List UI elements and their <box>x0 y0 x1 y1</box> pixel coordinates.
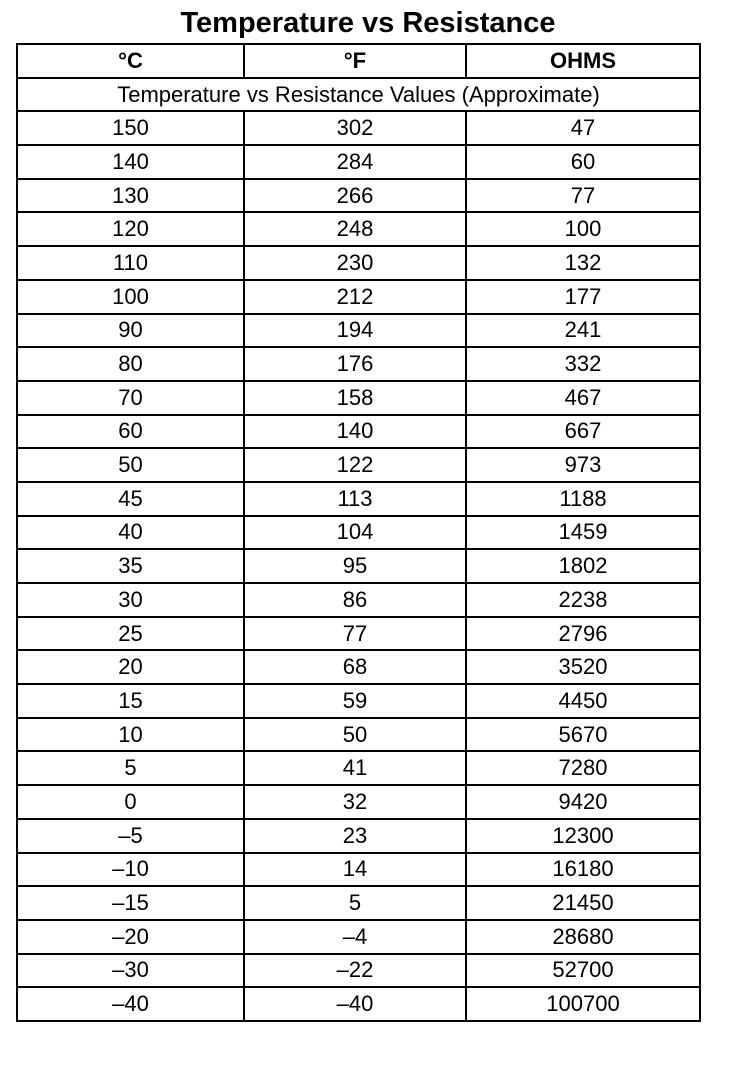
fahrenheit-cell: –22 <box>244 954 466 988</box>
table-row <box>17 280 700 314</box>
celsius-cell: 20 <box>17 650 244 684</box>
fahrenheit-cell: 302 <box>244 111 466 145</box>
header-ohms: OHMS <box>466 44 700 78</box>
ohms-cell: 60 <box>466 145 700 179</box>
fahrenheit-cell: 14 <box>244 853 466 887</box>
fahrenheit-cell: 23 <box>244 819 466 853</box>
table-row <box>17 886 700 920</box>
table-row <box>17 482 700 516</box>
fahrenheit-cell: –40 <box>244 987 466 1021</box>
header-row <box>17 44 700 78</box>
fahrenheit-cell: 104 <box>244 516 466 550</box>
celsius-cell: 50 <box>17 448 244 482</box>
ohms-cell: 5670 <box>466 718 700 752</box>
celsius-cell: 120 <box>17 212 244 246</box>
celsius-cell: 25 <box>17 617 244 651</box>
fahrenheit-cell: –4 <box>244 920 466 954</box>
fahrenheit-cell: 77 <box>244 617 466 651</box>
ohms-cell: 177 <box>466 280 700 314</box>
fahrenheit-cell: 113 <box>244 482 466 516</box>
ohms-cell: 241 <box>466 314 700 348</box>
fahrenheit-cell: 230 <box>244 246 466 280</box>
celsius-cell: 140 <box>17 145 244 179</box>
celsius-cell: 70 <box>17 381 244 415</box>
ohms-cell: 467 <box>466 381 700 415</box>
celsius-cell: 150 <box>17 111 244 145</box>
ohms-cell: 1802 <box>466 549 700 583</box>
table-row <box>17 516 700 550</box>
fahrenheit-cell: 68 <box>244 650 466 684</box>
fahrenheit-cell: 194 <box>244 314 466 348</box>
header-fahrenheit: °F <box>244 44 466 78</box>
table-row <box>17 853 700 887</box>
ohms-cell: 77 <box>466 179 700 213</box>
ohms-cell: 9420 <box>466 785 700 819</box>
table-row <box>17 819 700 853</box>
fahrenheit-cell: 86 <box>244 583 466 617</box>
fahrenheit-cell: 212 <box>244 280 466 314</box>
table-row <box>17 751 700 785</box>
ohms-cell: 47 <box>466 111 700 145</box>
celsius-cell: –20 <box>17 920 244 954</box>
ohms-cell: 16180 <box>466 853 700 887</box>
ohms-cell: 332 <box>466 347 700 381</box>
celsius-cell: 90 <box>17 314 244 348</box>
table-row <box>17 347 700 381</box>
celsius-cell: 40 <box>17 516 244 550</box>
ohms-cell: 12300 <box>466 819 700 853</box>
ohms-cell: 2238 <box>466 583 700 617</box>
celsius-cell: 110 <box>17 246 244 280</box>
fahrenheit-cell: 176 <box>244 347 466 381</box>
ohms-cell: 52700 <box>466 954 700 988</box>
table-row <box>17 448 700 482</box>
table-row <box>17 650 700 684</box>
celsius-cell: 45 <box>17 482 244 516</box>
table-row <box>17 954 700 988</box>
celsius-cell: –5 <box>17 819 244 853</box>
table-row <box>17 549 700 583</box>
fahrenheit-cell: 266 <box>244 179 466 213</box>
ohms-cell: 973 <box>466 448 700 482</box>
celsius-cell: 100 <box>17 280 244 314</box>
celsius-cell: –40 <box>17 987 244 1021</box>
ohms-cell: 4450 <box>466 684 700 718</box>
table-row <box>17 920 700 954</box>
table-row <box>17 583 700 617</box>
fahrenheit-cell: 248 <box>244 212 466 246</box>
table-row <box>17 718 700 752</box>
table-row <box>17 684 700 718</box>
celsius-cell: 60 <box>17 415 244 449</box>
table-row <box>17 246 700 280</box>
ohms-cell: 100700 <box>466 987 700 1021</box>
ohms-cell: 667 <box>466 415 700 449</box>
table-row <box>17 111 700 145</box>
ohms-cell: 28680 <box>466 920 700 954</box>
table-row <box>17 381 700 415</box>
celsius-cell: 80 <box>17 347 244 381</box>
table-row <box>17 145 700 179</box>
ohms-cell: 1459 <box>466 516 700 550</box>
fahrenheit-cell: 284 <box>244 145 466 179</box>
header-celsius: °C <box>17 44 244 78</box>
fahrenheit-cell: 50 <box>244 718 466 752</box>
celsius-cell: –30 <box>17 954 244 988</box>
ohms-cell: 7280 <box>466 751 700 785</box>
fahrenheit-cell: 41 <box>244 751 466 785</box>
celsius-cell: 130 <box>17 179 244 213</box>
temperature-resistance-table <box>16 43 701 1022</box>
fahrenheit-cell: 5 <box>244 886 466 920</box>
table-row <box>17 617 700 651</box>
celsius-cell: 10 <box>17 718 244 752</box>
celsius-cell: 30 <box>17 583 244 617</box>
table-subtitle: Temperature vs Resistance Values (Approximate) <box>17 78 700 112</box>
celsius-cell: –15 <box>17 886 244 920</box>
table-row <box>17 314 700 348</box>
subtitle-row <box>17 78 700 112</box>
table-row <box>17 212 700 246</box>
ohms-cell: 132 <box>466 246 700 280</box>
table-title: Temperature vs Resistance <box>180 7 556 39</box>
celsius-cell: 0 <box>17 785 244 819</box>
table-row <box>17 785 700 819</box>
fahrenheit-cell: 122 <box>244 448 466 482</box>
fahrenheit-cell: 95 <box>244 549 466 583</box>
celsius-cell: 35 <box>17 549 244 583</box>
ohms-cell: 2796 <box>466 617 700 651</box>
table-body <box>17 111 700 1021</box>
ohms-cell: 3520 <box>466 650 700 684</box>
ohms-cell: 1188 <box>466 482 700 516</box>
fahrenheit-cell: 140 <box>244 415 466 449</box>
fahrenheit-cell: 32 <box>244 785 466 819</box>
ohms-cell: 100 <box>466 212 700 246</box>
ohms-cell: 21450 <box>466 886 700 920</box>
celsius-cell: 5 <box>17 751 244 785</box>
table-row <box>17 415 700 449</box>
table-row <box>17 987 700 1021</box>
celsius-cell: 15 <box>17 684 244 718</box>
fahrenheit-cell: 59 <box>244 684 466 718</box>
fahrenheit-cell: 158 <box>244 381 466 415</box>
celsius-cell: –10 <box>17 853 244 887</box>
table-row <box>17 179 700 213</box>
